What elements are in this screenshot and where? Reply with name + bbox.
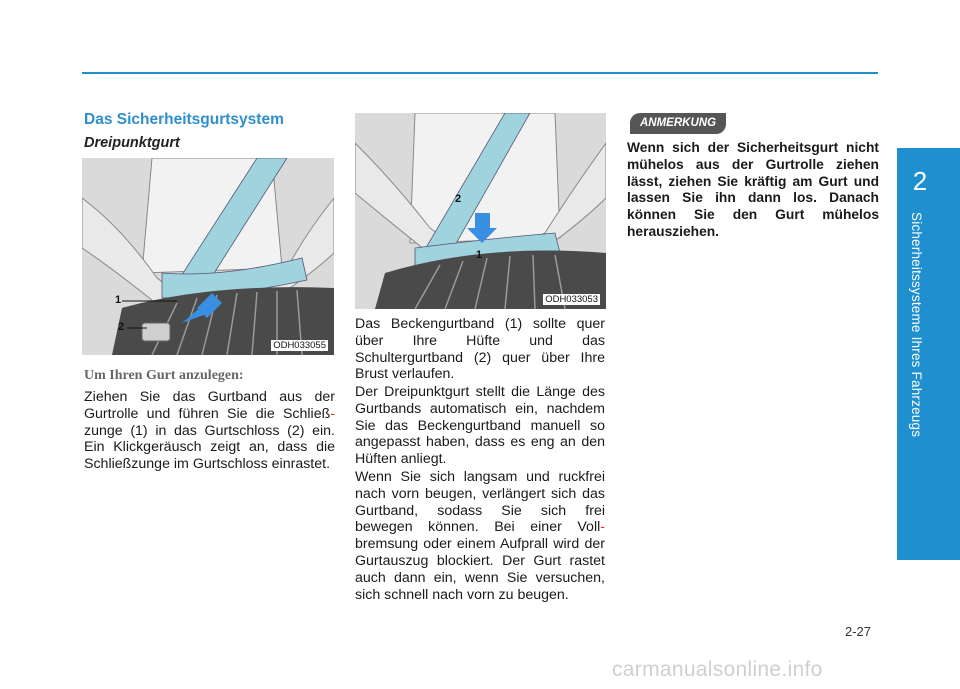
section-subtitle: Dreipunktgurt	[84, 135, 180, 151]
lock-paragraph	[355, 469, 605, 603]
auto-length-paragraph: Der Dreipunktgurt stellt die Länge des Gurtbands automatisch ein, nachdem Sie das Beckengurtband manuell so angepasst haben, dass es eng an den Hüften anliegt.	[355, 384, 605, 468]
hyphen-mark: -	[330, 405, 335, 422]
page-number: 2-27	[845, 624, 872, 639]
belt-position-illustration	[355, 113, 606, 309]
hyphen-mark: -	[600, 519, 605, 536]
instructions-heading: Um Ihren Gurt anzulegen:	[84, 368, 244, 383]
text-run: zunge (1) in das Gurtschloss (2) ein. Ein Klickgeräusch zeigt an, dass die Schließzunge im Gurtschloss einrastet.	[84, 422, 335, 473]
figure-belt-position	[355, 113, 606, 309]
note-text: Wenn sich der Sicherheitsgurt nicht mühelos aus der Gurtrolle ziehen lässt, ziehen Sie kräftig am Gurt und lassen Sie ihn dann los. Danach können Sie den Gurt mühelos herausziehen.	[627, 140, 879, 239]
belt-position-paragraph: Das Beckengurtband (1) sollte quer über Ihre Hüfte und das Schultergurtband (2) quer über Ihre Brust verlaufen.	[355, 316, 605, 383]
figure-seatbelt-buckle	[82, 158, 334, 355]
chapter-number: 2	[912, 166, 928, 196]
figure-callout-2: 2	[118, 321, 125, 333]
figure-callout-1: 1	[115, 294, 122, 306]
instructions-paragraph	[84, 389, 335, 473]
header-rule	[82, 72, 878, 74]
text-run: Ziehen Sie das Gurtband aus der Gurtrolle und führen Sie die Schließ	[84, 389, 335, 422]
text-run: bremsung oder einem Aufprall wird der Gurtauszug blockiert. Der Gurt rastet auch dann ein, wenn Sie versuchen, sich schnell nach vorn zu beugen.	[355, 536, 605, 603]
figure-code: ODH033055	[273, 340, 326, 351]
note-badge: ANMERKUNG	[630, 113, 726, 134]
section-title: Das Sicherheitsgurtsystem	[84, 111, 284, 128]
figure-callout-1: 1	[476, 249, 483, 261]
text-run: Wenn Sie sich langsam und ruckfrei nach vorn beugen, verlängert sich das Gurtband, sodass Sie sich frei bewegen können. Bei einer Voll	[355, 469, 605, 536]
chapter-tab[interactable]	[897, 148, 960, 560]
figure-callout-2: 2	[455, 193, 462, 205]
chapter-title: Sicherheitssysteme Ihres Fahrzeugs	[909, 212, 924, 438]
watermark[interactable]: carmanualsonline.info	[612, 658, 823, 681]
figure-code: ODH033053	[545, 294, 598, 305]
